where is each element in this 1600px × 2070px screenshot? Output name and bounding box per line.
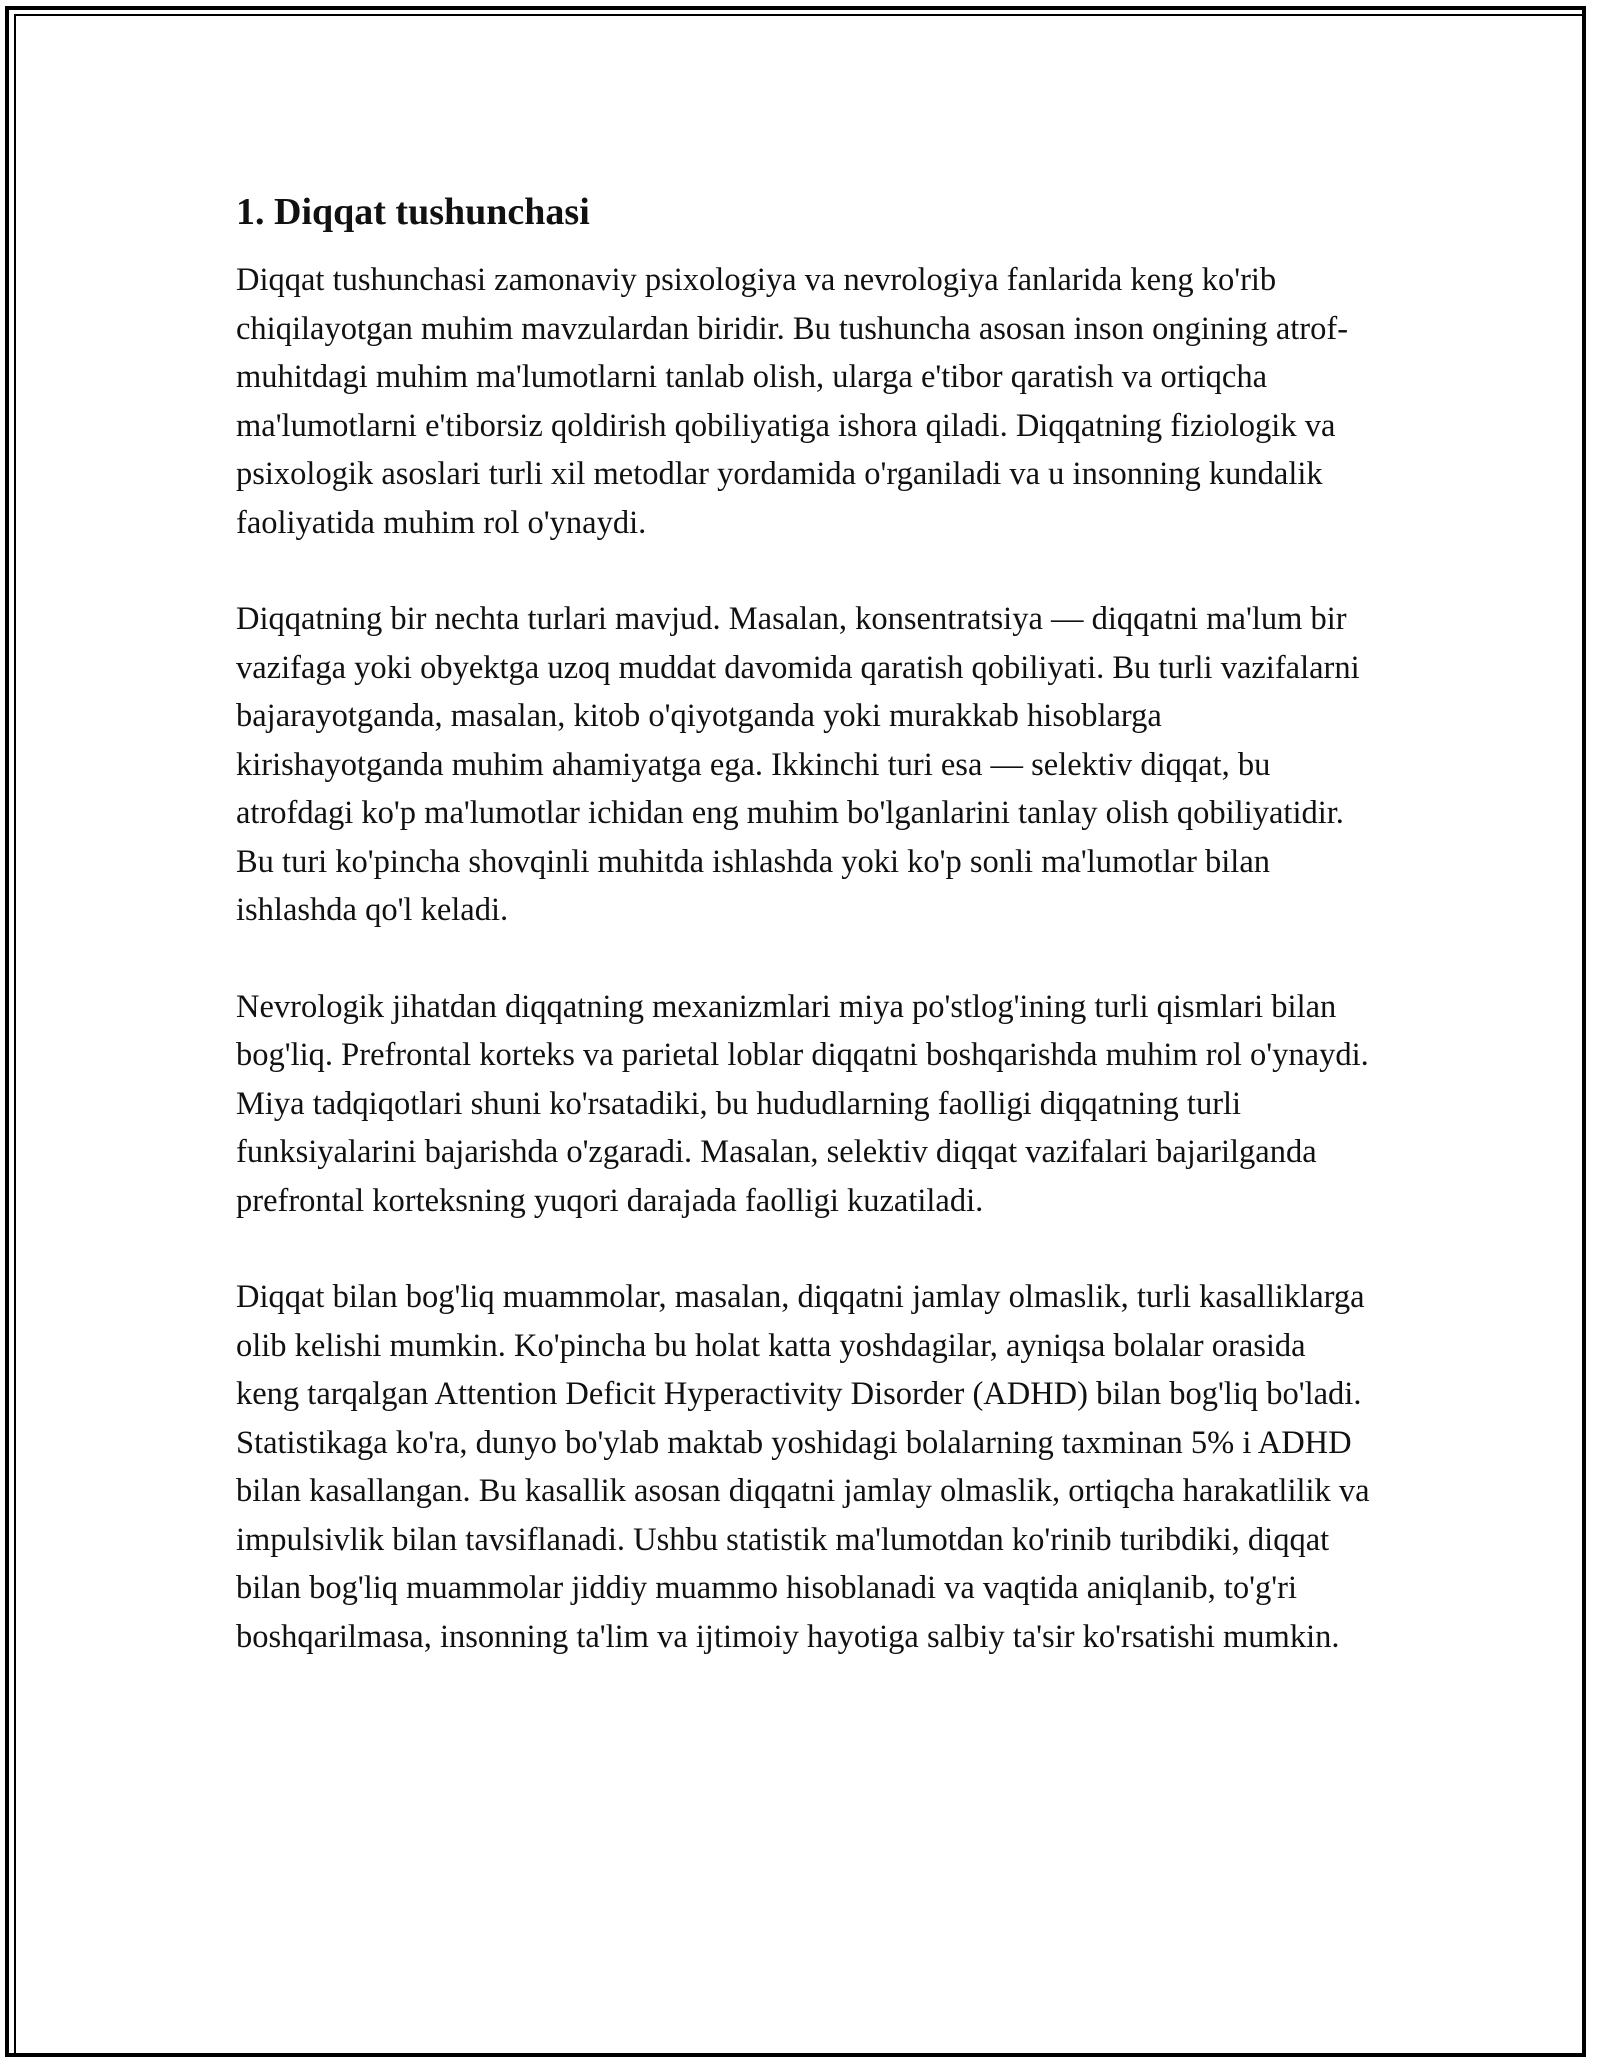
paragraph-1: Diqqat tushunchasi zamonaviy psixologiya va nevrologiya fanlarida keng ko'rib chiqilayotgan muhim mavzulardan biridir. Bu tushuncha asosan inson ongining atrof-muhitdagi muhim ma'lumotlarni tanlab olish, ularga e'tibor qaratish va ortiqcha ma'lumotlarni e'tiborsiz qoldirish qobiliyatiga ishora qiladi. Diqqatning fiziologik va psixologik asoslari turli xil metodlar yordamida o'rganiladi va u insonning kundalik faoliyatida muhim rol o'ynaydi. [236, 262, 1349, 541]
section-heading: 1. Diqqat tushunchasi [236, 191, 590, 233]
paragraph-4: Diqqat bilan bog'liq muammolar, masalan, diqqatni jamlay olmaslik, turli kasalliklarga olib kelishi mumkin. Ko'pincha bu holat katta yoshdagilar, ayniqsa bolalar orasida keng tarqalgan Attention Deficit Hyperactivity Disorder (ADHD) bilan bog'liq bo'ladi. Statistikaga ko'ra, dunyo bo'ylab maktab yoshidagi bolalarning taxminan 5% i ADHD bilan kasallangan. Bu kasallik asosan diqqatni jamlay olmaslik, ortiqcha harakatlilik va impulsivlik bilan tavsiflanadi. Ushbu statistik ma'lumotdan ko'rinib turibdiki, diqqat bilan bog'liq muammolar jiddiy muammo hisoblanadi va vaqtida aniqlanib, to'g'ri boshqarilmasa, insonning ta'lim va ijtimoiy hayotiga salbiy ta'sir ko'rsatishi mumkin. [236, 1279, 1370, 1655]
paragraph-3: Nevrologik jihatdan diqqatning mexanizmlari miya po'stlog'ining turli qismlari bilan bog'liq. Prefrontal korteks va parietal loblar diqqatni boshqarishda muhim rol o'ynaydi. Miya tadqiqotlari shuni ko'rsatadiki, bu hududlarning faolligi diqqatning turli funksiyalarini bajarishda o'zgaradi. Masalan, selektiv diqqat vazifalari bajarilganda prefrontal korteksning yuqori darajada faolligi kuzatiladi. [236, 988, 1369, 1219]
paragraph-2: Diqqatning bir nechta turlari mavjud. Masalan, konsentratsiya — diqqatni ma'lum bir vazifaga yoki obyektga uzoq muddat davomida qaratish qobiliyati. Bu turli vazifalarni bajarayotganda, masalan, kitob o'qiyotganda yoki murakkab hisoblarga kirishayotganda muhim ahamiyatga ega. Ikkinchi turi esa — selektiv diqqat, bu atrofdagi ko'p ma'lumotlar ichidan eng muhim bo'lganlarini tanlay olish qobiliyatidir. Bu turi ko'pincha shovqinli muhitda ishlashda yoki ko'p sonli ma'lumotlar bilan ishlashda qo'l keladi. [236, 601, 1360, 928]
document-body [236, 186, 1371, 1661]
